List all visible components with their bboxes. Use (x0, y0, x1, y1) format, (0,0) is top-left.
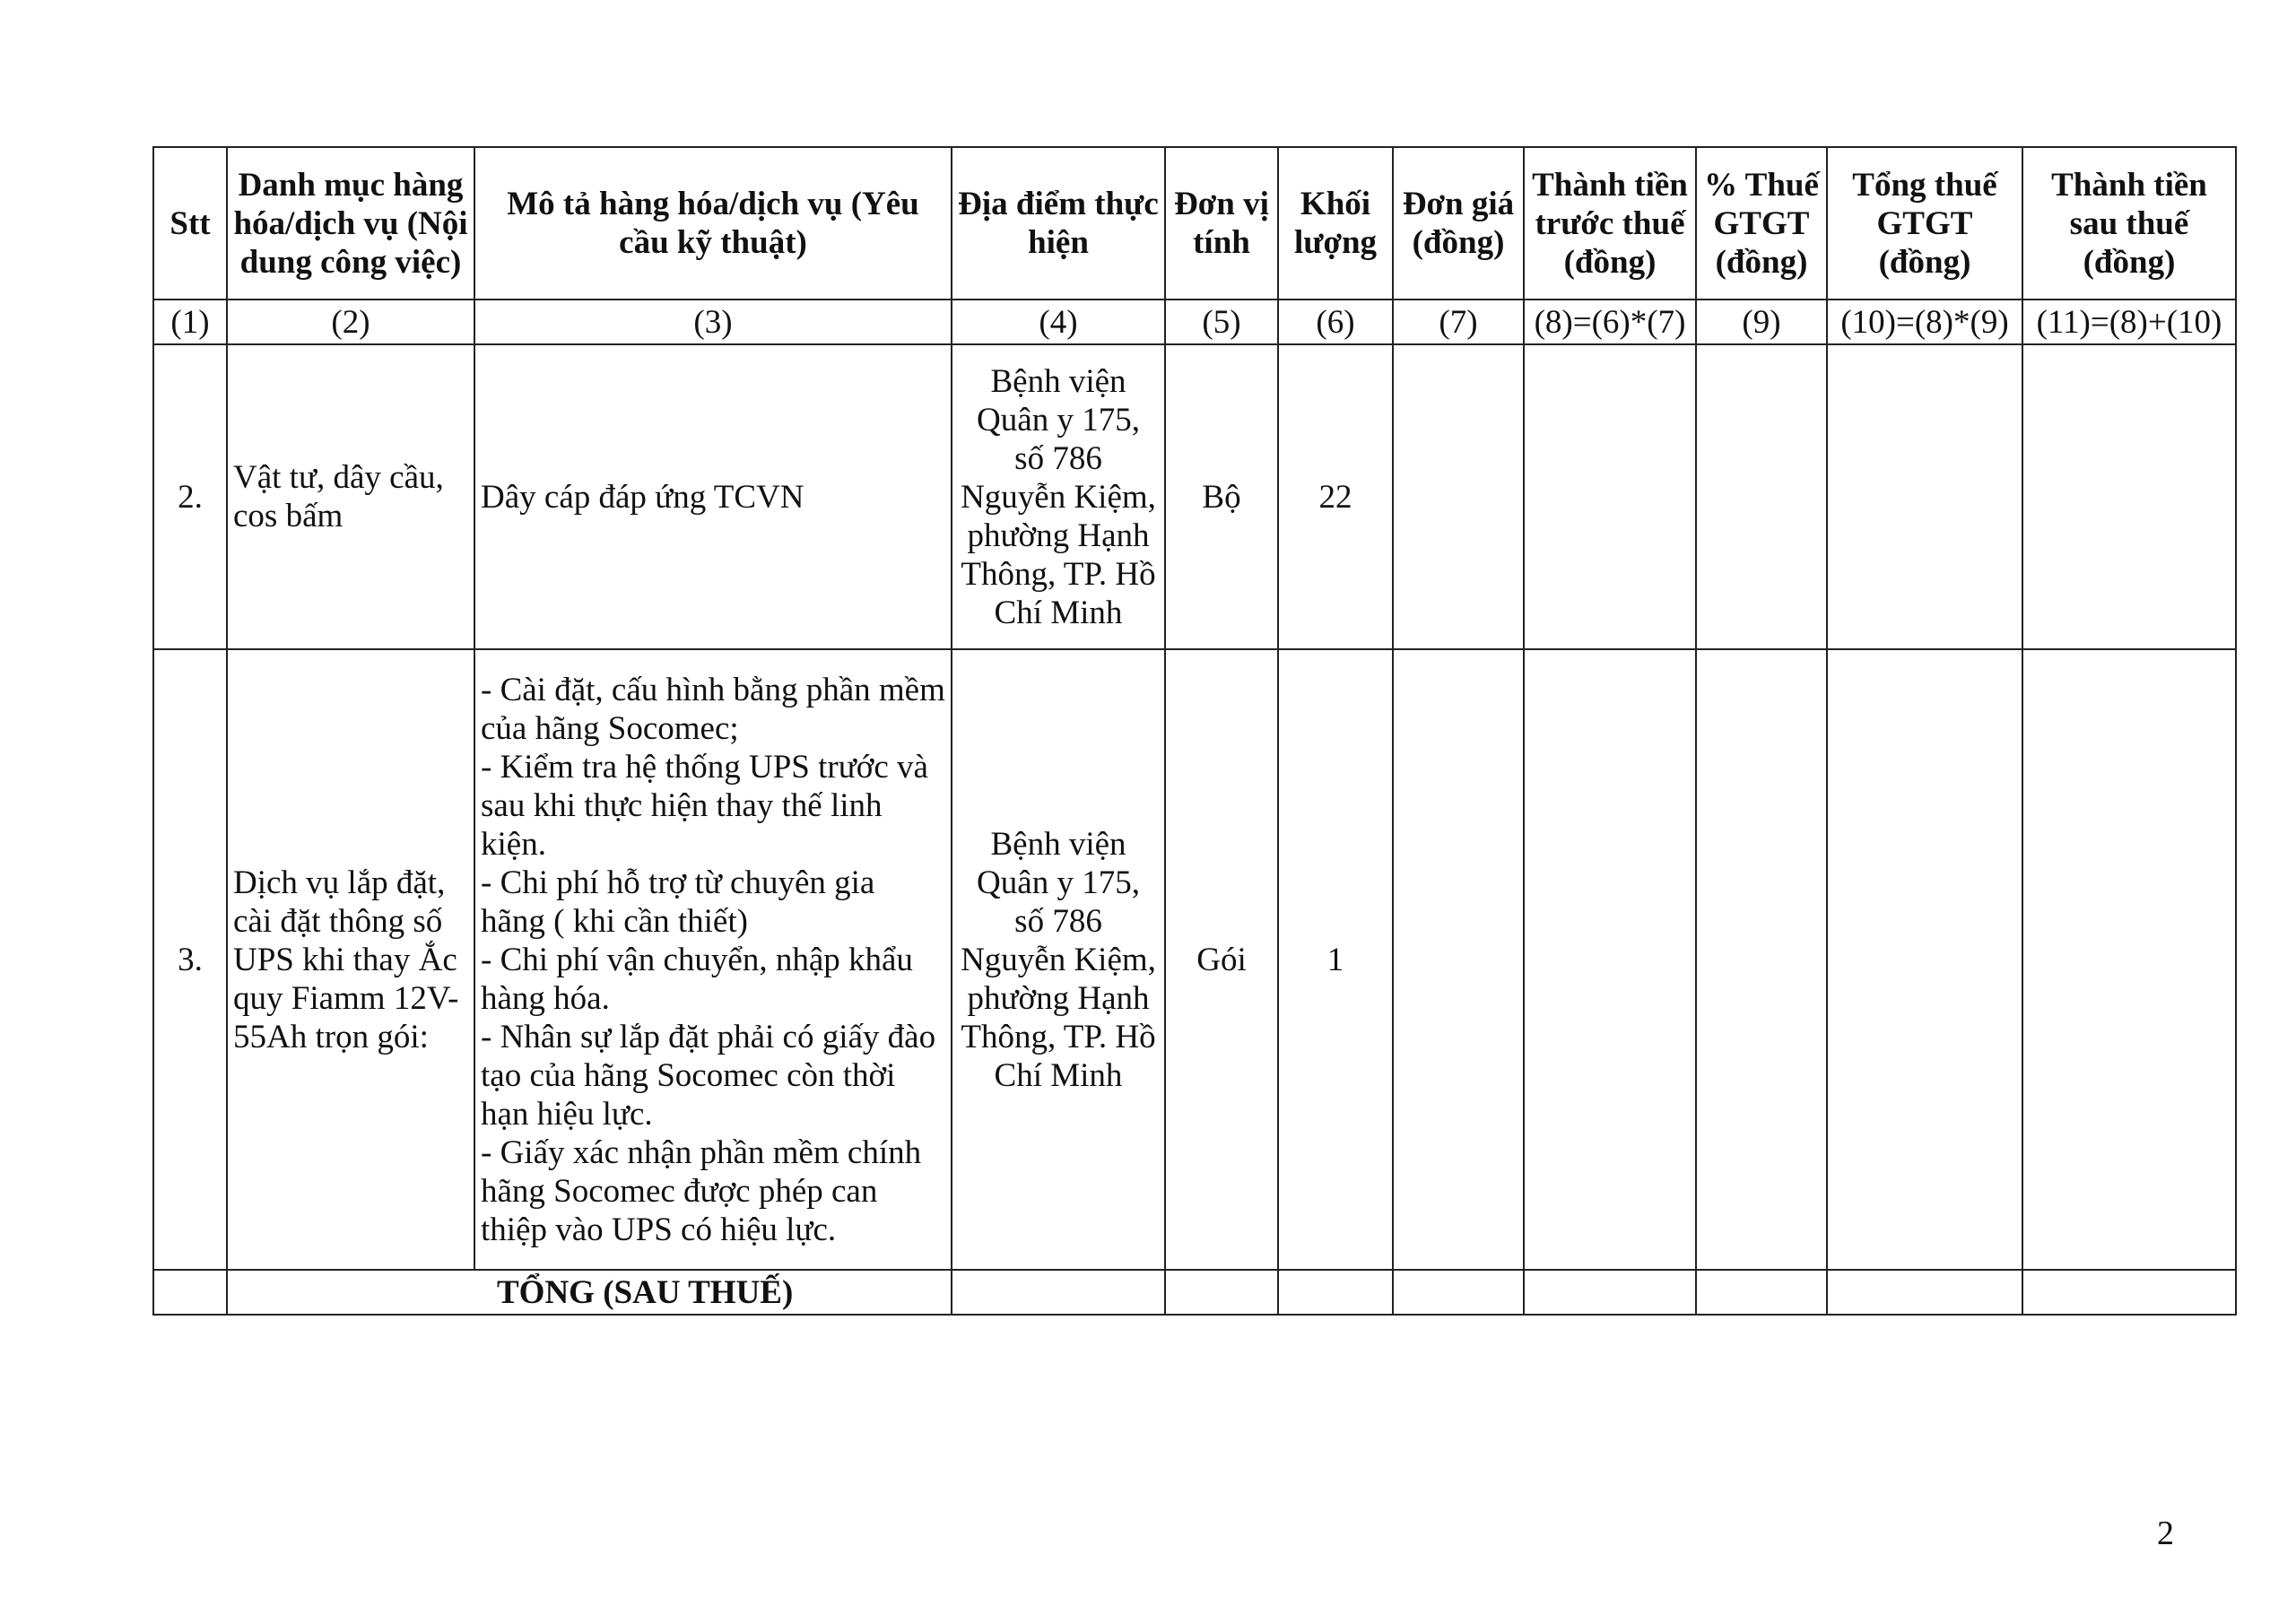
row-vat-percent (1696, 344, 1827, 649)
row-pre-tax (1524, 344, 1696, 649)
col-num-6: (6) (1278, 300, 1393, 344)
row-quantity: 1 (1278, 649, 1393, 1270)
header-pre-tax: Thành tiền trước thuế (đồng) (1524, 147, 1696, 300)
header-stt: Stt (153, 147, 227, 300)
description-line: - Chi phí vận chuyển, nhập khẩu hàng hóa. (481, 941, 913, 1017)
header-unit: Đơn vị tính (1165, 147, 1278, 300)
header-vat-percent: % Thuế GTGT (đồng) (1696, 147, 1827, 300)
description-line: - Nhân sự lắp đặt phải có giấy đào tạo của hãng Socomec còn thời hạn hiệu lực. (481, 1018, 936, 1133)
row-vat-total (1827, 649, 2022, 1270)
header-vat-total: Tổng thuế GTGT (đồng) (1827, 147, 2022, 300)
row-location: Bệnh viện Quân y 175, số 786 Nguyễn Kiệm, phường Hạnh Thông, TP. Hồ Chí Minh (952, 649, 1165, 1270)
col-num-8: (8)=(6)*(7) (1524, 300, 1696, 344)
row-unit-price (1393, 649, 1524, 1270)
row-unit: Gói (1165, 649, 1278, 1270)
col-num-3: (3) (474, 300, 952, 344)
header-description: Mô tả hàng hóa/dịch vụ (Yêu cầu kỹ thuật) (474, 147, 952, 300)
col-num-7: (7) (1393, 300, 1524, 344)
row-stt: 3. (153, 649, 227, 1270)
header-location: Địa điểm thực hiện (952, 147, 1165, 300)
header-item: Danh mục hàng hóa/dịch vụ (Nội dung công việc) (227, 147, 474, 300)
row-unit-price (1393, 344, 1524, 649)
row-description: Dây cáp đáp ứng TCVN (474, 344, 952, 649)
table-row (153, 344, 2236, 649)
row-vat-percent (1696, 649, 1827, 1270)
price-table (152, 146, 2237, 1316)
total-cell (2022, 1270, 2236, 1315)
col-num-5: (5) (1165, 300, 1278, 344)
row-description (474, 649, 952, 1270)
description-line: - Chi phí hỗ trợ từ chuyên gia hãng ( khi cần thiết) (481, 864, 875, 940)
header-after-tax: Thành tiền sau thuế (đồng) (2022, 147, 2236, 300)
col-num-9: (9) (1696, 300, 1827, 344)
row-pre-tax (1524, 649, 1696, 1270)
row-unit: Bộ (1165, 344, 1278, 649)
col-num-11: (11)=(8)+(10) (2022, 300, 2236, 344)
total-row (153, 1270, 2236, 1315)
col-num-10: (10)=(8)*(9) (1827, 300, 2022, 344)
row-vat-total (1827, 344, 2022, 649)
description-line: - Cài đặt, cấu hình bằng phần mềm của hãng Socomec; (481, 671, 945, 747)
row-after-tax (2022, 344, 2236, 649)
description-line: - Kiểm tra hệ thống UPS trước và sau khi thực hiện thay thế linh kiện. (481, 748, 928, 863)
total-cell (1278, 1270, 1393, 1315)
header-quantity: Khối lượng (1278, 147, 1393, 300)
total-cell (1827, 1270, 2022, 1315)
total-cell (1165, 1270, 1278, 1315)
total-label: TỔNG (SAU THUẾ) (227, 1270, 952, 1315)
row-item: Vật tư, dây cầu, cos bấm (227, 344, 474, 649)
row-quantity: 22 (1278, 344, 1393, 649)
col-num-2: (2) (227, 300, 474, 344)
total-cell (1524, 1270, 1696, 1315)
row-location: Bệnh viện Quân y 175, số 786 Nguyễn Kiệm, phường Hạnh Thông, TP. Hồ Chí Minh (952, 344, 1165, 649)
total-stt-cell (153, 1270, 227, 1315)
row-stt: 2. (153, 344, 227, 649)
col-num-4: (4) (952, 300, 1165, 344)
header-row (153, 147, 2236, 300)
total-cell (952, 1270, 1165, 1315)
row-after-tax (2022, 649, 2236, 1270)
header-unit-price: Đơn giá (đồng) (1393, 147, 1524, 300)
table-row (153, 649, 2236, 1270)
col-num-1: (1) (153, 300, 227, 344)
page-number: 2 (2157, 1515, 2174, 1552)
description-line: - Giấy xác nhận phần mềm chính hãng Socomec được phép can thiệp vào UPS có hiệu lực. (481, 1133, 922, 1248)
total-cell (1393, 1270, 1524, 1315)
column-number-row (153, 300, 2236, 344)
total-cell (1696, 1270, 1827, 1315)
row-item: Dịch vụ lắp đặt, cài đặt thông số UPS khi thay Ắc quy Fiamm 12V-55Ah trọn gói: (227, 649, 474, 1270)
